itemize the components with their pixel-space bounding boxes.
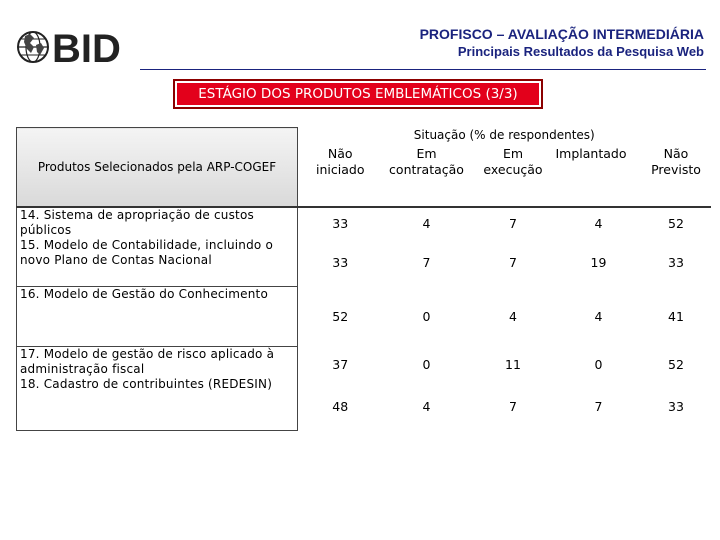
value-cell: 0	[422, 308, 431, 324]
product-label-cell	[17, 286, 298, 346]
value-cell: 19	[590, 255, 607, 270]
svg-text:BID: BID	[52, 27, 121, 67]
column-header	[642, 146, 711, 207]
column-header-line1: Não	[327, 145, 353, 161]
product-label-cell	[17, 207, 298, 286]
column-header-line2: execução	[483, 161, 543, 177]
section-banner	[173, 79, 543, 109]
product-label: 17. Modelo de gestão de risco aplicado à administração fiscal	[20, 346, 275, 376]
column-header-line1: Em	[502, 145, 524, 161]
row-header-label: Produtos Selecionados pela ARP-COGEF	[17, 128, 298, 208]
column-header-line2: Previsto	[651, 161, 701, 177]
column-header-line1: Em	[416, 145, 437, 161]
column-header	[298, 146, 383, 207]
table-row	[17, 346, 711, 382]
header-divider	[140, 69, 706, 70]
value-cell: 33	[332, 255, 349, 270]
value-cell: 7	[509, 216, 517, 231]
column-header	[471, 146, 556, 207]
product-label: 16. Modelo de Gestão do Conhecimento	[20, 286, 268, 301]
header-row-1	[17, 128, 711, 146]
value-cell: 0	[594, 356, 603, 372]
value-cell: 41	[668, 308, 684, 324]
value-cell: 52	[332, 308, 349, 324]
banner-title: ESTÁGIO DOS PRODUTOS EMBLEMÁTICOS (3/3)	[177, 83, 539, 105]
column-header-line1: Implantado	[555, 145, 627, 161]
group-header: Situação (% de respondentes)	[413, 127, 595, 142]
value-cell: 4	[594, 308, 603, 324]
value-cell: 52	[668, 356, 684, 372]
column-header-line1: Não	[663, 145, 689, 161]
value-cell: 11	[505, 356, 521, 372]
header-title: PROFISCO – AVALIAÇÃO INTERMEDIÁRIA	[419, 26, 704, 42]
product-label-cell	[17, 346, 298, 430]
product-label: 18. Cadastro de contribuintes (REDESIN)	[20, 376, 273, 391]
table-row	[17, 207, 711, 239]
value-cell: 7	[509, 255, 517, 270]
value-cell: 7	[594, 398, 603, 414]
value-cell: 33	[668, 255, 684, 270]
value-cell: 7	[422, 255, 431, 270]
value-cell: 4	[509, 308, 517, 324]
value-cell: 33	[332, 216, 349, 231]
bid-globe-logo-icon	[16, 27, 124, 67]
results-table	[16, 127, 711, 431]
value-cell: 7	[509, 398, 517, 414]
product-label: 15. Modelo de Contabilidade, incluindo o novo Plano de Contas Nacional	[20, 238, 274, 267]
value-cell: 33	[668, 398, 684, 414]
column-header-line2: iniciado	[316, 161, 365, 177]
value-cell: 37	[332, 356, 349, 372]
column-header-line2: contratação	[389, 161, 464, 177]
value-cell: 48	[332, 398, 349, 414]
value-cell: 52	[668, 216, 684, 231]
column-header	[383, 146, 471, 207]
value-cell: 4	[422, 398, 431, 414]
bid-logo	[16, 27, 124, 67]
value-cell: 0	[422, 356, 431, 372]
column-header	[556, 146, 642, 207]
table-row	[17, 286, 711, 346]
header	[420, 25, 704, 61]
value-cell: 4	[594, 216, 603, 231]
product-label: 14. Sistema de apropriação de custos públicos	[20, 208, 254, 237]
header-subtitle: Principais Resultados da Pesquisa Web	[457, 44, 704, 59]
value-cell: 4	[422, 216, 431, 231]
